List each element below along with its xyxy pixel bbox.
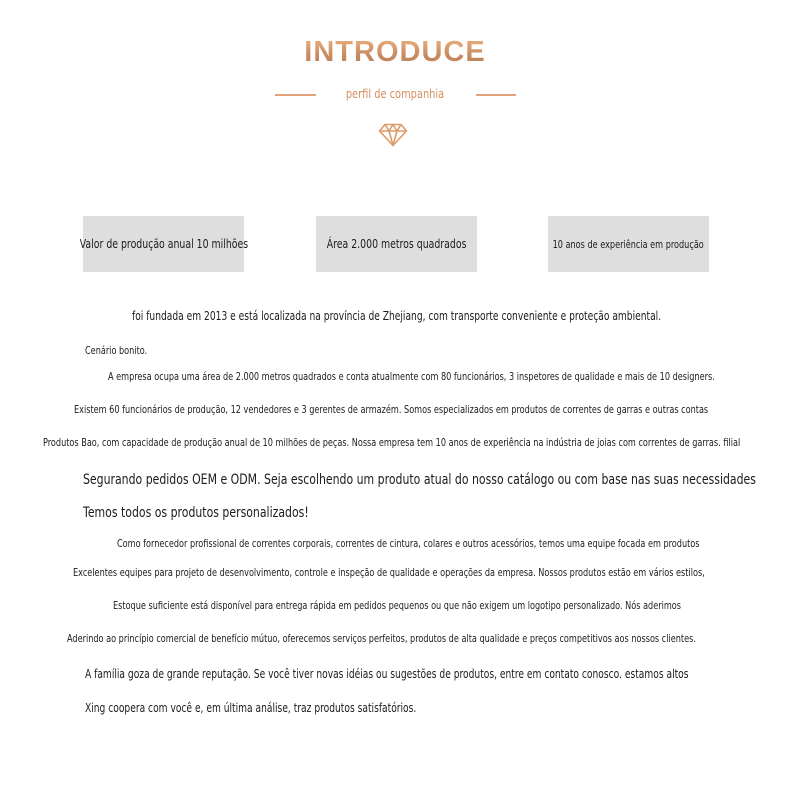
description-line: Estoque suficiente está disponível para entrega rápida em pedidos pequenos ou que não exigem um logotipo personalizado. Nós aderimos [113,599,681,612]
description-line: Produtos Bao, com capacidade de produção anual de 10 milhões de peças. Nossa empresa tem 10 anos de experiência na indústria de joias com correntes de garras. filial [43,436,741,449]
description-line: A família goza de grande reputação. Se você tiver novas idéias ou sugestões de produtos, entre em contato conosco. estamos altos [85,667,689,681]
stat-label: Área 2.000 metros quadrados [326,237,467,251]
stat-box-experience [548,216,709,272]
stat-label: Valor de produção anual 10 milhões [79,237,248,251]
subtitle-row [0,87,790,103]
description-line: Excelentes equipes para projeto de desenvolvimento, controle e inspeção de qualidade e operações da empresa. Nossos produtos estão em vários estilos, [73,566,705,579]
page-title: INTRODUCE [0,36,790,69]
description-line: Cenário bonito. [85,344,148,357]
diamond-icon [378,123,408,147]
description-line: A empresa ocupa uma área de 2.000 metros quadrados e conta atualmente com 80 funcionários, 3 inspetores de qualidade e mais de 10 designers. [108,370,715,383]
stat-box-area [316,216,477,272]
description-line: Existem 60 funcionários de produção, 12 vendedores e 3 gerentes de armazém. Somos especializados em produtos de correntes de garras e outras contas [74,403,709,416]
stat-box-production-value [79,216,248,272]
subtitle-divider-right [476,94,516,96]
description-line: Temos todos os produtos personalizados! [83,505,309,521]
description-line: foi fundada em 2013 e está localizada na província de Zhejiang, com transporte conveniente e proteção ambiental. [132,309,662,323]
description-line: Aderindo ao princípio comercial de benefício mútuo, oferecemos serviços perfeitos, produtos de alta qualidade e preços competitivos aos nossos clientes. [67,632,696,645]
description-line: Como fornecedor profissional de correntes corporais, correntes de cintura, colares e outros acessórios, temos uma equipe focada em produtos [117,537,700,550]
description-line: Segurando pedidos OEM e ODM. Seja escolhendo um produto atual do nosso catálogo ou com base nas suas necessidades [83,472,756,488]
stat-label: 10 anos de experiência em produção [552,237,705,251]
description-line: Xing coopera com você e, em última análise, traz produtos satisfatórios. [85,701,417,715]
page-subtitle: perfil de companhia [345,87,445,101]
